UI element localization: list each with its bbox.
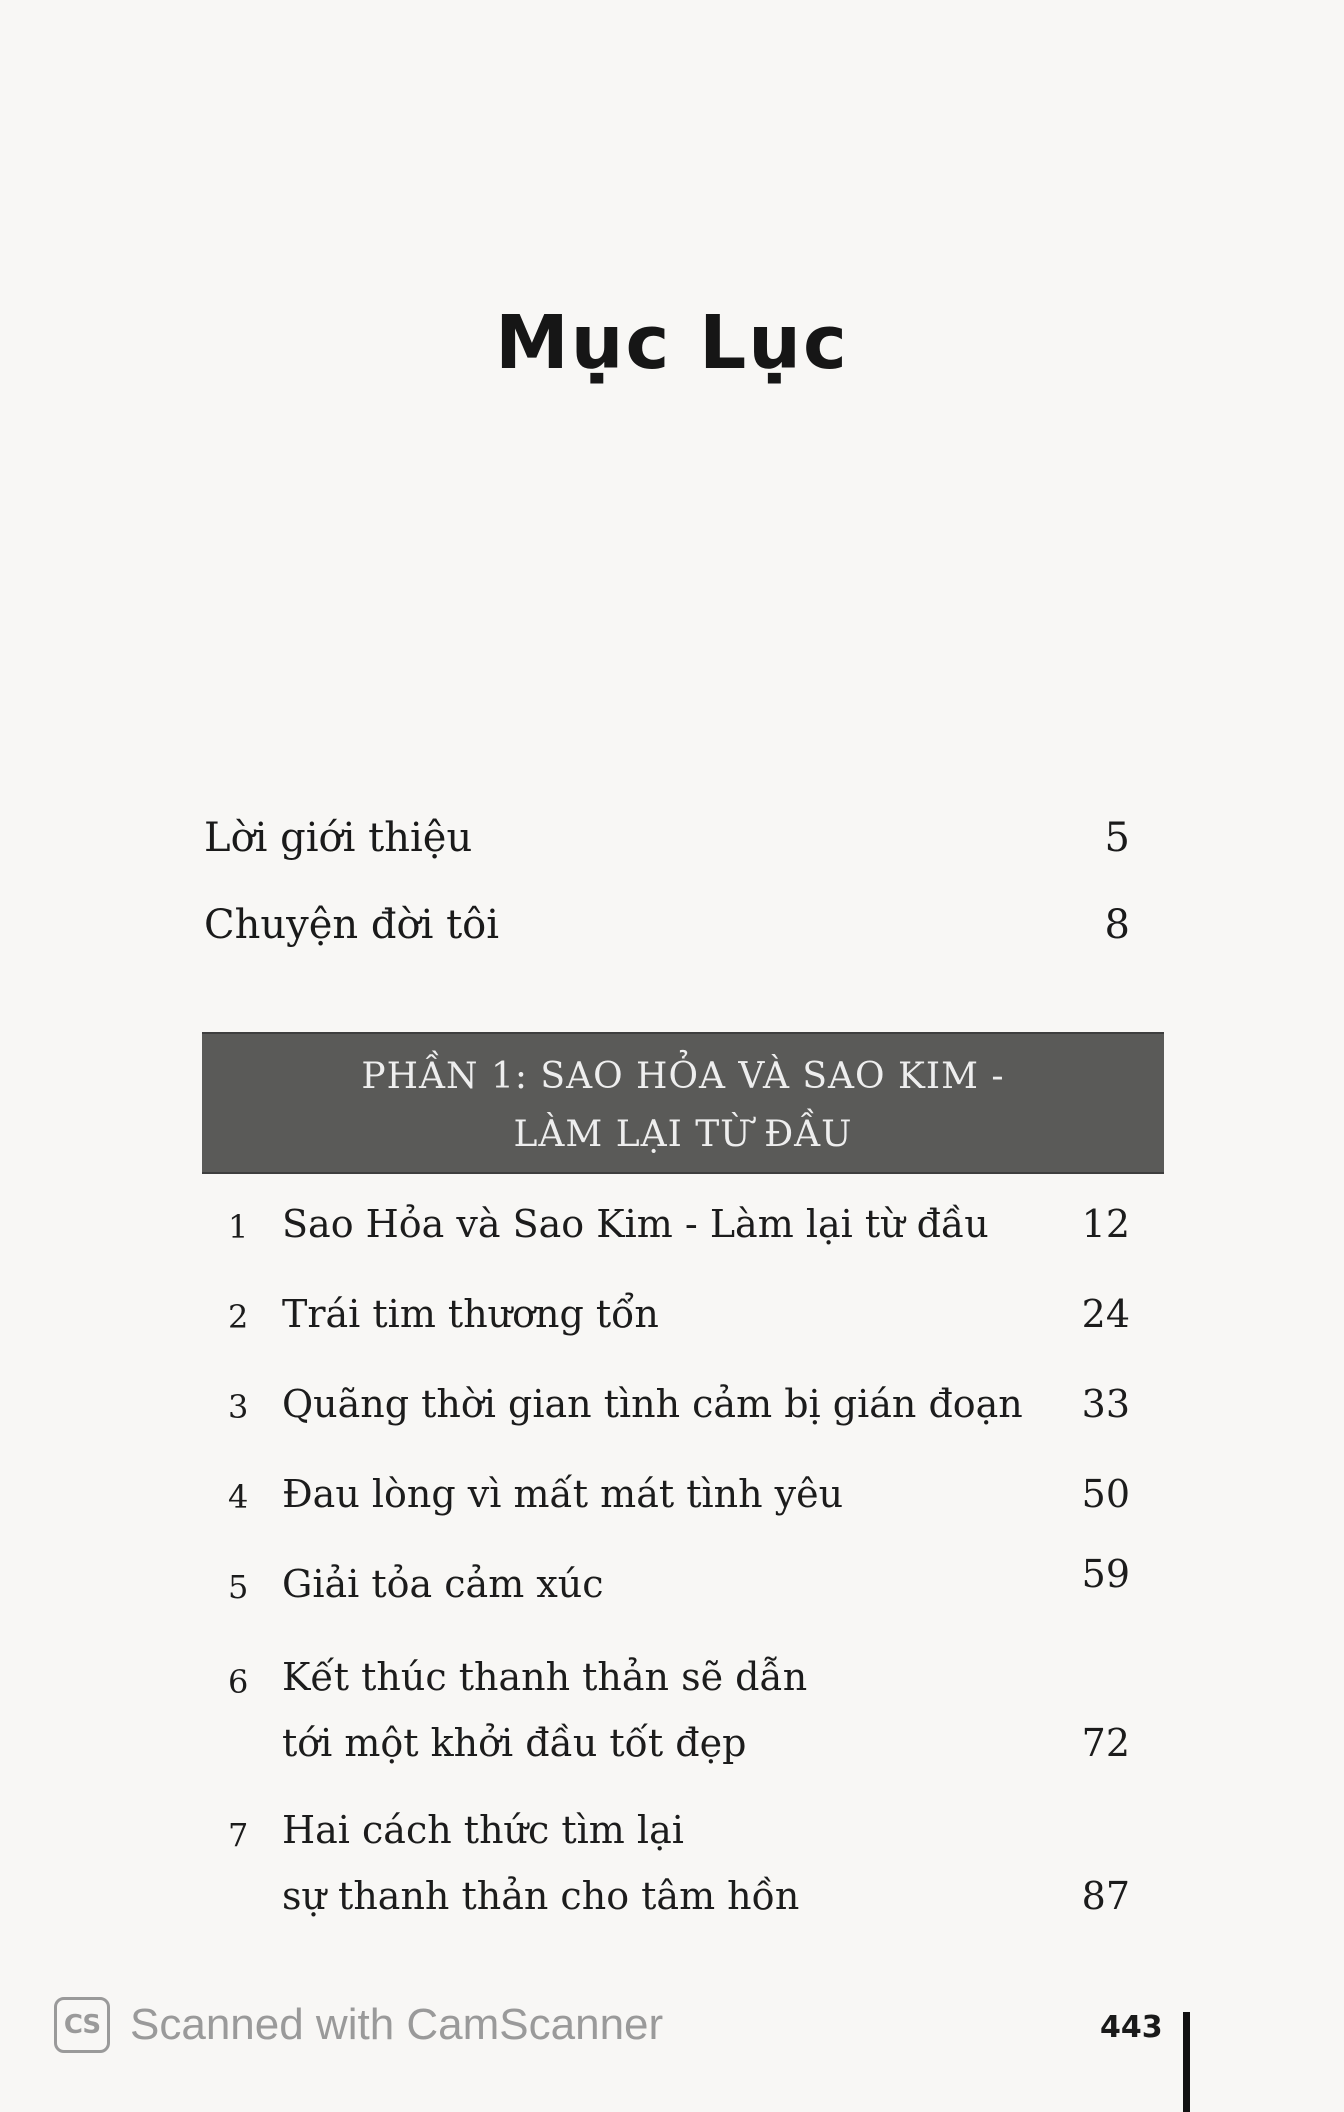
chapter-title: Đau lòng vì mất mát tình yêu [282,1472,844,1516]
toc-entry-label: Chuyện đời tôi [204,902,500,948]
toc-entry-page: 5 [1104,815,1130,861]
camscanner-logo-icon: CS [54,1997,110,2053]
part-heading-line-1: PHẦN 1: SAO HỎA VÀ SAO KIM - [361,1056,1005,1097]
page-number: 443 [1100,2010,1163,2045]
chapter-title: Quãng thời gian tình cảm bị gián đoạn [282,1382,1023,1426]
chapter-title: Sao Hỏa và Sao Kim - Làm lại từ đầu [282,1202,989,1246]
chapter-page: 12 [1081,1202,1130,1246]
chapter-page: 72 [1081,1721,1130,1765]
chapter-title: Trái tim thương tổn [282,1292,659,1336]
chapter-number: 2 [228,1298,249,1336]
chapter-number: 5 [228,1568,249,1606]
chapter-title-line-2: sự thanh thản cho tâm hồn [282,1874,800,1918]
chapter-title-line-1: Kết thúc thanh thản sẽ dẫn [282,1655,808,1699]
chapter-number: 3 [228,1388,249,1426]
chapter-title: Giải tỏa cảm xúc [282,1562,604,1606]
chapter-number: 4 [228,1478,249,1516]
part-heading-line-2: LÀM LẠI TỪ ĐẦU [513,1114,853,1155]
chapter-page: 50 [1081,1472,1130,1516]
chapter-number: 1 [228,1208,249,1246]
chapter-number: 6 [228,1663,249,1701]
toc-entry-label: Lời giới thiệu [204,815,473,861]
scanner-watermark-text: Scanned with CamScanner [130,2000,664,2049]
chapter-page: 59 [1081,1552,1130,1596]
toc-entry-page: 8 [1104,902,1130,948]
chapter-page: 87 [1081,1874,1130,1918]
scanner-watermark [54,1990,663,2060]
toc-entry-my-story [204,902,1130,948]
page-title: Mục Lục [495,300,849,386]
part-heading-band [202,1032,1164,1174]
chapter-title-line-1: Hai cách thức tìm lại [282,1808,684,1852]
toc-entry-introduction [204,815,1130,861]
chapter-page: 24 [1081,1292,1130,1336]
chapter-page: 33 [1081,1382,1130,1426]
chapter-number: 7 [228,1816,249,1854]
chapter-title-line-2: tới một khởi đầu tốt đẹp [282,1721,747,1765]
page-edge-divider [1183,2012,1190,2112]
